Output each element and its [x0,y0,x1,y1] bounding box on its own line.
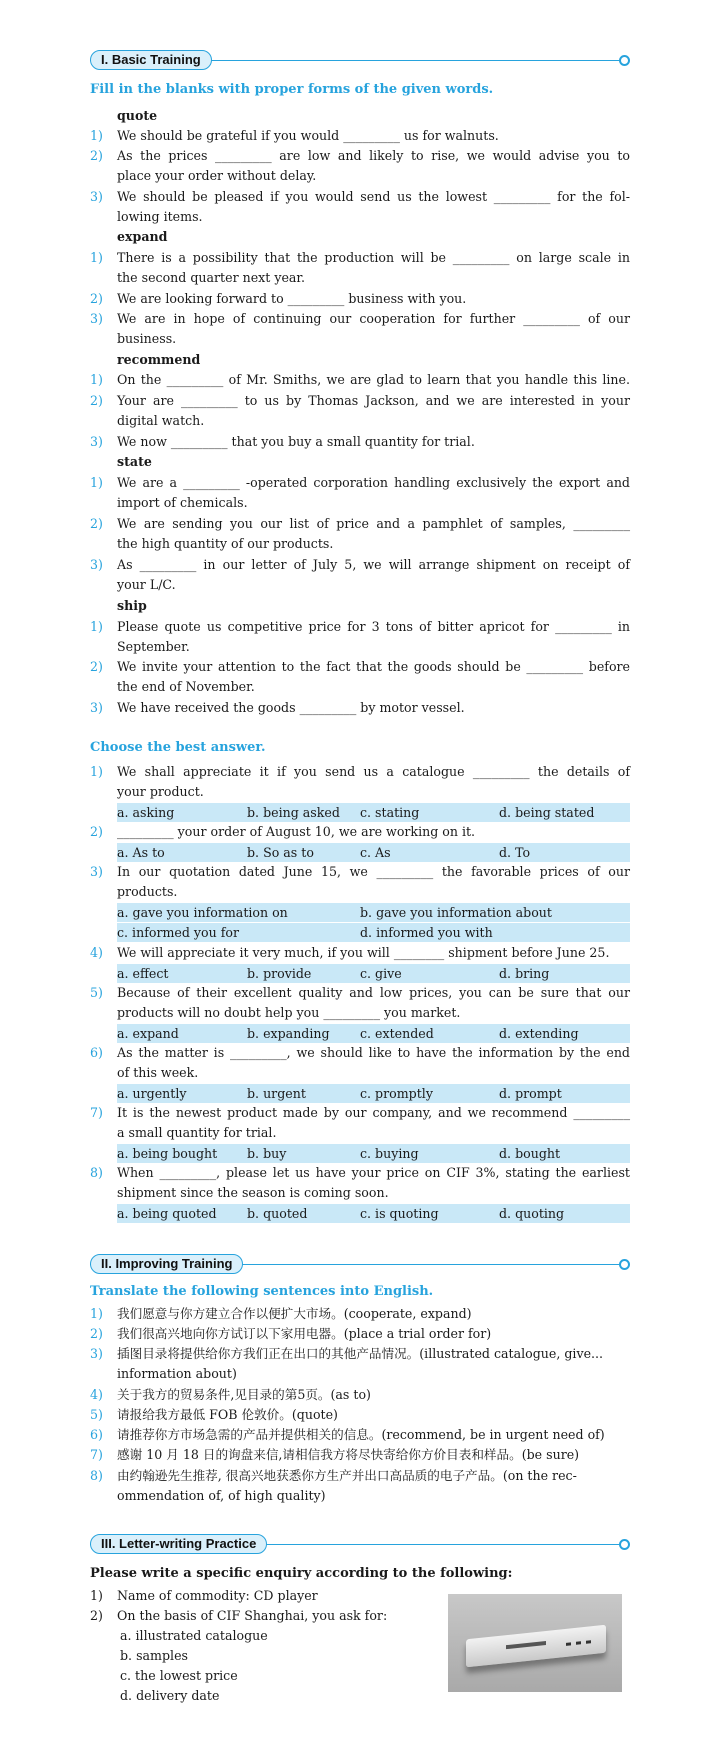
answer-option-d[interactable]: d. quoting [499,1206,565,1221]
answer-options [117,964,630,983]
item-number: 1) [90,764,103,779]
item-number: 7) [90,1447,103,1462]
item-number: 6) [90,1045,103,1060]
exercise-line: We are in hope of continuing our cooperation for further _________ of our [117,311,630,326]
item-number: 5) [90,1407,103,1422]
item-number: 1) [90,250,103,265]
translation-line: 我们很高兴地向你方试订以下家用电器。(place a trial order for) [117,1326,492,1341]
letter-requirement-item: b. samples [120,1648,188,1663]
exercise-line: September. [117,639,190,654]
answer-options [117,803,630,822]
question-line: We will appreciate it very much, if you will ________ shipment before June 25. [117,945,610,960]
item-number: 4) [90,1387,103,1402]
answer-option-a[interactable]: a. asking [117,805,175,820]
exercise-line: Please quote us competitive price for 3 tons of bitter apricot for _________ in [117,619,630,634]
answer-option-c[interactable]: c. extended [360,1026,434,1041]
exercise-line: We are sending you our list of price and a pamphlet of samples, _________ [117,516,630,531]
item-number: 1) [90,1588,103,1603]
question-line: a small quantity for trial. [117,1125,277,1140]
exercise-line: We are looking forward to _________ business with you. [117,291,467,306]
letter-requirement: On the basis of CIF Shanghai, you ask for: [117,1608,388,1623]
player-button [576,1641,581,1645]
item-number: 1) [90,372,103,387]
exercise-line: We have received the goods _________ by motor vessel. [117,700,465,715]
item-number: 3) [90,1346,103,1361]
section-title: II. Improving Training [90,1254,243,1274]
item-number: 2) [90,148,103,163]
item-number: 1) [90,619,103,634]
circle-icon [619,1539,630,1550]
exercise-line: Your are _________ to us by Thomas Jackson, and we are interested in your [117,393,630,408]
translation-line: 插图目录将提供给你方我们正在出口的其他产品情况。(illustrated catalogue, give... [117,1346,604,1361]
section-header-letter-writing [90,1534,630,1554]
exercise-line: the high quantity of our products. [117,536,334,551]
given-word: state [117,454,152,469]
exercise-line: We now _________ that you buy a small quantity for trial. [117,434,475,449]
question-line: shipment since the season is coming soon. [117,1185,389,1200]
exercise-line: the second quarter next year. [117,270,306,285]
exercise-line: We should be pleased if you would send us the lowest _________ for the fol- [117,189,630,204]
given-word: quote [117,108,158,123]
item-number: 3) [90,864,103,879]
item-number: 3) [90,700,103,715]
exercise-line: your L/C. [117,577,176,592]
translation-line: 由约翰逊先生推荐, 很高兴地获悉你方生产并出口高品质的电子产品。(on the rec- [117,1468,577,1483]
answer-option-a[interactable]: a. being bought [117,1146,218,1161]
instruction-translate: Translate the following sentences into English. [90,1284,434,1299]
answer-option-c[interactable]: c. is quoting [360,1206,439,1221]
item-number: 1) [90,128,103,143]
item-number: 3) [90,557,103,572]
answer-option-b[interactable]: b. gave you information about [360,905,552,920]
item-number: 3) [90,189,103,204]
answer-option-c[interactable]: c. buying [360,1146,419,1161]
item-number: 1) [90,475,103,490]
question-line: _________ your order of August 10, we are working on it. [117,824,476,839]
answer-option-b[interactable]: b. So as to [247,845,314,860]
instruction-choose-answer: Choose the best answer. [90,740,266,755]
item-number: 3) [90,311,103,326]
player-button [566,1642,571,1646]
cd-player-icon [466,1625,606,1668]
item-number: 2) [90,516,103,531]
answer-option-a[interactable]: a. urgently [117,1086,187,1101]
question-line: It is the newest product made by our company, and we recommend _________ [117,1105,630,1120]
answer-option-d[interactable]: d. being stated [499,805,595,820]
answer-option-d[interactable]: d. bring [499,966,550,981]
section-title: III. Letter-writing Practice [90,1534,267,1554]
exercise-line: place your order without delay. [117,168,317,183]
answer-option-b[interactable]: b. buy [247,1146,287,1161]
answer-option-d[interactable]: d. informed you with [360,925,493,940]
answer-option-c[interactable]: c. promptly [360,1086,433,1101]
translation-line: 我们愿意与你方建立合作以便扩大市场。(cooperate, expand) [117,1306,472,1321]
translation-line: 请推荐你方市场急需的产品并提供相关的信息。(recommend, be in urgent need of) [117,1427,605,1442]
answer-option-c[interactable]: c. give [360,966,402,981]
answer-option-b[interactable]: b. being asked [247,805,340,820]
item-number: 6) [90,1427,103,1442]
exercise-line: the end of November. [117,679,255,694]
item-number: 2) [90,659,103,674]
answer-option-a[interactable]: a. effect [117,966,169,981]
item-number: 2) [90,824,103,839]
answer-option-a[interactable]: a. expand [117,1026,179,1041]
given-word: recommend [117,352,201,367]
circle-icon [619,55,630,66]
section-header-basic-training [90,50,630,70]
question-line: of this week. [117,1065,199,1080]
player-button [586,1640,591,1644]
question-line: products. [117,884,178,899]
question-line: When _________, please let us have your price on CIF 3%, stating the earliest [117,1165,630,1180]
item-number: 4) [90,945,103,960]
item-number: 8) [90,1468,103,1483]
answer-options [117,1084,630,1103]
exercise-line: On the _________ of Mr. Smiths, we are glad to learn that you handle this line. [117,372,630,387]
translation-line: 请报给我方最低 FOB 伦敦价。(quote) [117,1407,338,1422]
circle-icon [619,1259,630,1270]
question-line: As the matter is _________, we should like to have the information by the end [117,1045,630,1060]
item-number: 3) [90,434,103,449]
instruction-fill-blanks: Fill in the blanks with proper forms of the given words. [90,82,494,97]
exercise-line: As the prices _________ are low and likely to rise, we would advise you to [117,148,630,163]
question-line: products will no doubt help you _________ you market. [117,1005,461,1020]
given-word: ship [117,598,147,613]
question-line: your product. [117,784,204,799]
item-number: 2) [90,393,103,408]
exercise-line: We invite your attention to the fact that the goods should be _________ before [117,659,630,674]
translation-line: 关于我方的贸易条件,见目录的第5页。(as to) [117,1387,371,1402]
section-header-improving-training [90,1254,630,1274]
answer-options [117,1144,630,1163]
exercise-line: business. [117,331,177,346]
instruction-letter: Please write a specific enquiry according to the following: [90,1566,513,1581]
answer-options [117,923,630,942]
letter-requirement-item: d. delivery date [120,1688,220,1703]
answer-option-c[interactable]: c. informed you for [117,925,239,940]
translation-line: 感谢 10 月 18 日的询盘来信,请相信我方将尽快寄给你方价目表和样品。(be sure) [117,1447,580,1462]
question-line: In our quotation dated June 15, we _________ the favorable prices of our [117,864,630,879]
cd-player-photo [448,1594,622,1692]
given-word: expand [117,229,168,244]
item-number: 5) [90,985,103,1000]
exercise-line: As _________ in our letter of July 5, we will arrange shipment on receipt of [117,557,630,572]
answer-options [117,1204,630,1223]
answer-option-b[interactable]: b. expanding [247,1026,330,1041]
translation-line: ommendation of, of high quality) [117,1488,326,1503]
exercise-line: digital watch. [117,413,205,428]
answer-option-a[interactable]: a. As to [117,845,165,860]
answer-option-a[interactable]: a. gave you information on [117,905,288,920]
item-number: 2) [90,1326,103,1341]
letter-requirement-item: a. illustrated catalogue [120,1628,268,1643]
question-line: Because of their excellent quality and low prices, you can be sure that our [117,985,630,1000]
letter-requirement-item: c. the lowest price [120,1668,238,1683]
answer-option-d[interactable]: d. bought [499,1146,561,1161]
answer-options [117,903,630,922]
answer-option-c[interactable]: c. As [360,845,391,860]
exercise-line: There is a possibility that the production will be _________ on large scale in [117,250,630,265]
answer-option-c[interactable]: c. stating [360,805,420,820]
answer-option-b[interactable]: b. urgent [247,1086,306,1101]
exercise-line: We should be grateful if you would _________ us for walnuts. [117,128,499,143]
exercise-line: lowing items. [117,209,203,224]
answer-option-d[interactable]: d. extending [499,1026,579,1041]
section-title: I. Basic Training [90,50,212,70]
answer-option-b[interactable]: b. quoted [247,1206,308,1221]
question-line: We shall appreciate it if you send us a catalogue _________ the details of [117,764,630,779]
item-number: 7) [90,1105,103,1120]
item-number: 2) [90,1608,103,1623]
item-number: 2) [90,291,103,306]
exercise-line: We are a _________ -operated corporation handling exclusively the export and [117,475,630,490]
answer-options [117,1024,630,1043]
answer-option-d[interactable]: d. prompt [499,1086,562,1101]
exercise-line: import of chemicals. [117,495,248,510]
answer-option-d[interactable]: d. To [499,845,531,860]
translation-line: information about) [117,1366,237,1381]
answer-options [117,843,630,862]
disc-slot [506,1641,546,1649]
answer-option-b[interactable]: b. provide [247,966,312,981]
item-number: 1) [90,1306,103,1321]
answer-option-a[interactable]: a. being quoted [117,1206,217,1221]
letter-requirement: Name of commodity: CD player [117,1588,318,1603]
item-number: 8) [90,1165,103,1180]
